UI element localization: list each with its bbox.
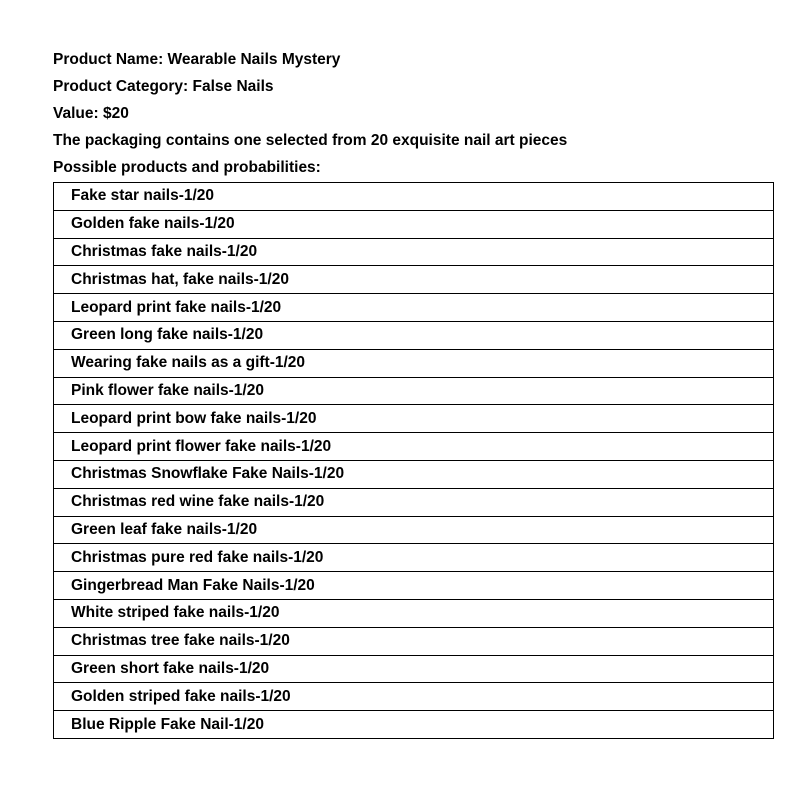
table-row [54,711,774,739]
product-cell: Green leaf fake nails-1/20 [54,516,774,544]
table-row [54,683,774,711]
product-cell: Christmas red wine fake nails-1/20 [54,488,774,516]
table-row [54,544,774,572]
product-category-line: Product Category: False Nails [53,78,274,95]
product-cell: Gingerbread Man Fake Nails-1/20 [54,572,774,600]
product-cell: Christmas fake nails-1/20 [54,238,774,266]
product-name-line: Product Name: Wearable Nails Mystery [53,51,341,68]
table-row [54,238,774,266]
table-row [54,627,774,655]
product-cell: Wearing fake nails as a gift-1/20 [54,349,774,377]
table-row [54,183,774,211]
product-cell: Fake star nails-1/20 [54,183,774,211]
table-row [54,405,774,433]
packaging-note: The packaging contains one selected from 20 exquisite nail art pieces [53,132,568,149]
product-cell: Green long fake nails-1/20 [54,321,774,349]
table-row [54,321,774,349]
table-row [54,433,774,461]
product-cell: Christmas Snowflake Fake Nails-1/20 [54,460,774,488]
product-cell: White striped fake nails-1/20 [54,599,774,627]
table-row [54,572,774,600]
product-cell: Golden fake nails-1/20 [54,210,774,238]
product-cell: Leopard print bow fake nails-1/20 [54,405,774,433]
table-row [54,210,774,238]
possibilities-heading: Possible products and probabilities: [53,159,321,176]
product-cell: Blue Ripple Fake Nail-1/20 [54,711,774,739]
product-cell: Green short fake nails-1/20 [54,655,774,683]
table-row [54,460,774,488]
product-document [53,46,775,739]
product-cell: Golden striped fake nails-1/20 [54,683,774,711]
table-row [54,266,774,294]
table-row [54,655,774,683]
table-row [54,488,774,516]
table-row [54,516,774,544]
product-cell: Christmas pure red fake nails-1/20 [54,544,774,572]
product-cell: Leopard print fake nails-1/20 [54,294,774,322]
product-cell: Leopard print flower fake nails-1/20 [54,433,774,461]
product-cell: Pink flower fake nails-1/20 [54,377,774,405]
products-table [53,182,774,739]
table-row [54,599,774,627]
value-line: Value: $20 [53,105,129,122]
table-row [54,377,774,405]
table-row [54,294,774,322]
product-cell: Christmas tree fake nails-1/20 [54,627,774,655]
table-row [54,349,774,377]
product-cell: Christmas hat, fake nails-1/20 [54,266,774,294]
